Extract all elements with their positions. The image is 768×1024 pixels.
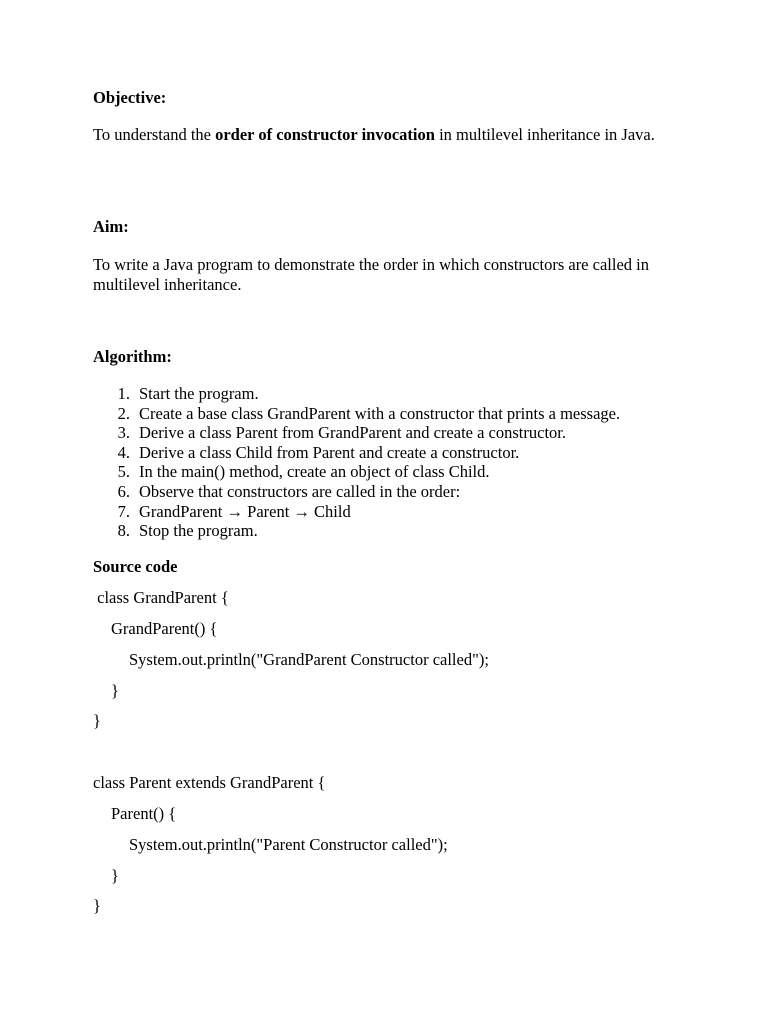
document-page (93, 0, 693, 1024)
step-text: Create a base class GrandParent with a constructor that prints a message. (139, 403, 621, 423)
step-text: In the main() method, create an object of class Child. (139, 462, 490, 482)
code-line: } (111, 681, 119, 700)
step-text: Derive a class Child from Parent and create a constructor. (139, 442, 520, 462)
objective-text-bold: order of constructor invocation (215, 125, 435, 144)
step-number: 7. (117, 501, 130, 521)
code-line: Parent() { (111, 804, 177, 823)
algorithm-step (93, 482, 620, 502)
code-line: GrandParent() { (111, 619, 218, 638)
step-number: 3. (117, 423, 130, 443)
algorithm-step (93, 404, 620, 424)
code-line: System.out.println("GrandParent Constructor called"); (129, 650, 489, 669)
algorithm-step (93, 462, 620, 482)
step-number: 5. (117, 462, 130, 482)
algorithm-step (93, 443, 620, 463)
code-line: class GrandParent { (93, 588, 229, 607)
step-text: GrandParent → Parent → Child (139, 501, 351, 521)
step-text: Derive a class Parent from GrandParent and create a constructor. (139, 423, 566, 443)
step-text: Observe that constructors are called in the order: (139, 481, 461, 501)
aim-heading: Aim: (93, 217, 129, 236)
algorithm-step (93, 384, 620, 404)
step-text: Start the program. (139, 384, 259, 403)
code-line: class Parent extends GrandParent { (93, 773, 326, 792)
step-number: 4. (117, 442, 130, 462)
objective-paragraph (93, 125, 683, 145)
algorithm-list (93, 384, 620, 541)
step-number: 1. (117, 384, 130, 403)
objective-heading: Objective: (93, 88, 167, 107)
step-number: 2. (117, 403, 130, 423)
algorithm-step (93, 502, 620, 522)
step-text: Stop the program. (139, 521, 258, 541)
step-number: 6. (117, 481, 130, 501)
aim-paragraph: To write a Java program to demonstrate the order in which constructors are called in multilevel inheritance. (93, 255, 649, 294)
code-line: } (93, 896, 101, 915)
objective-text-after: in multilevel inheritance in Java. (434, 125, 655, 144)
code-line: } (111, 866, 119, 885)
source-code-heading: Source code (93, 557, 178, 576)
code-line: System.out.println("Parent Constructor called"); (129, 835, 448, 854)
algorithm-step (93, 423, 620, 443)
algorithm-heading: Algorithm: (93, 347, 172, 366)
objective-text-before: To understand the (93, 125, 216, 144)
step-number: 8. (117, 521, 130, 541)
code-line: } (93, 711, 101, 730)
algorithm-step (93, 521, 620, 541)
